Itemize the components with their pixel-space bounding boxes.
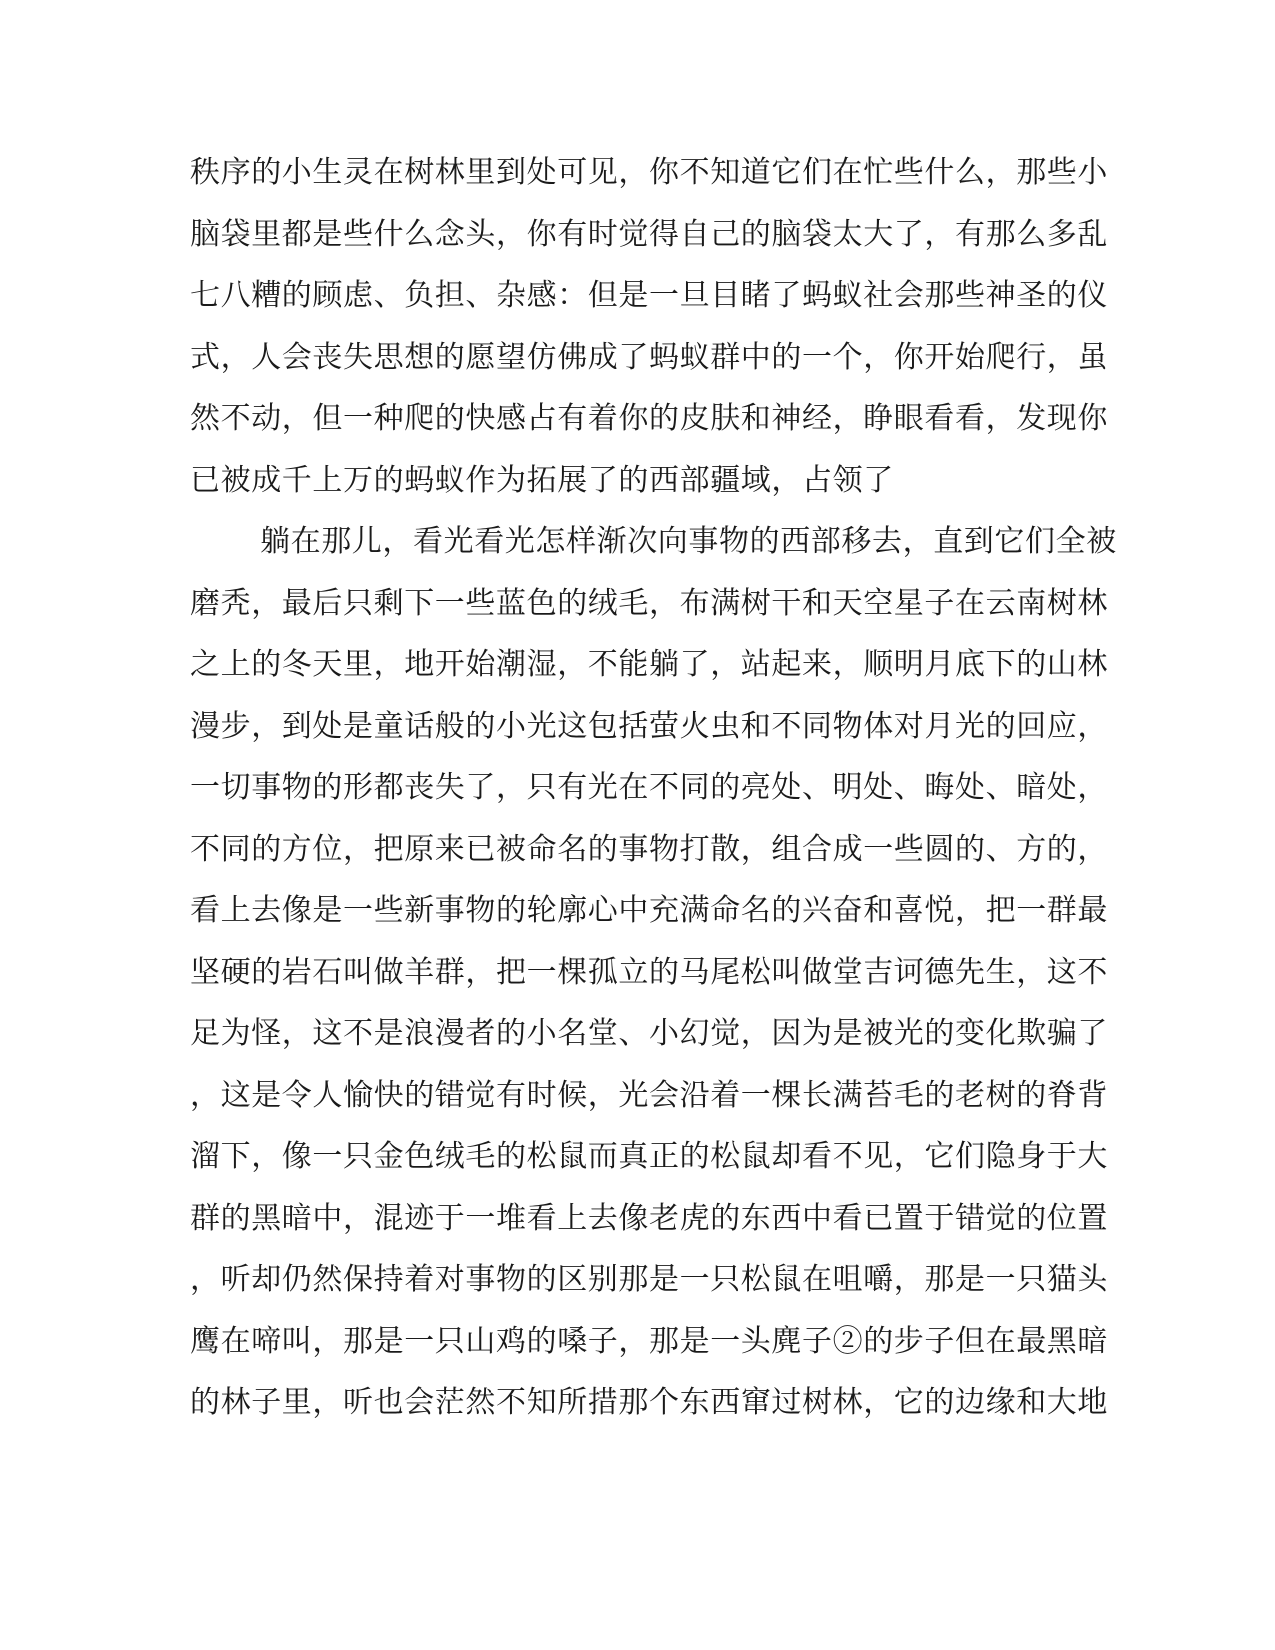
paragraph-2 xyxy=(190,511,1117,1434)
text-line: 已被成千上万的蚂蚁作为拓展了的西部疆域，占领了 xyxy=(190,462,894,498)
text-line-indented: 躺在那儿，看光看光怎样渐次向事物的西部移去，直到它们全被 xyxy=(260,524,1117,559)
text-line: 然不动，但一种爬的快感占有着你的皮肤和神经，睁眼看看，发现你 xyxy=(190,401,1108,436)
text-line: 群的黑暗中，混迹于一堆看上去像老虎的东西中看已置于错觉的位置 xyxy=(190,1200,1108,1236)
text-line: 坚硬的岩石叫做羊群，把一棵孤立的马尾松叫做堂吉诃德先生，这不 xyxy=(190,954,1108,990)
text-line: 式，人会丧失思想的愿望仿佛成了蚂蚁群中的一个，你开始爬行，虽 xyxy=(190,339,1108,375)
text-line: 足为怪，这不是浪漫者的小名堂、小幻觉，因为是被光的变化欺骗了 xyxy=(190,1016,1108,1051)
text-line: 的林子里，听也会茫然不知所措那个东西窜过树林，它的边缘和大地 xyxy=(190,1385,1108,1420)
text-line: ，听却仍然保持着对事物的区别那是一只松鼠在咀嚼，那是一只猫头 xyxy=(190,1262,1108,1297)
text-line: 漫步，到处是童话般的小光这包括萤火虫和不同物体对月光的回应， xyxy=(190,708,1108,744)
body-text xyxy=(190,142,1117,1434)
text-line: 不同的方位，把原来已被命名的事物打散，组合成一些圆的、方的， xyxy=(190,831,1108,867)
text-line: 一切事物的形都丧失了，只有光在不同的亮处、明处、晦处、暗处， xyxy=(190,770,1108,805)
text-line: 之上的冬天里，地开始潮湿，不能躺了，站起来，顺明月底下的山林 xyxy=(190,647,1108,682)
text-line: ，这是令人愉快的错觉有时候，光会沿着一棵长满苔毛的老树的脊背 xyxy=(190,1077,1108,1113)
text-line: 溜下，像一只金色绒毛的松鼠而真正的松鼠却看不见，它们隐身于大 xyxy=(190,1139,1108,1174)
text-line: 秩序的小生灵在树林里到处可见，你不知道它们在忙些什么，那些小 xyxy=(190,155,1108,190)
text-line: 鹰在啼叫，那是一只山鸡的嗓子，那是一头麂子②的步子但在最黑暗 xyxy=(190,1323,1108,1359)
text-line: 七八糟的顾虑、负担、杂感：但是一旦目睹了蚂蚁社会那些神圣的仪 xyxy=(190,278,1108,313)
text-line: 看上去像是一些新事物的轮廓心中充满命名的兴奋和喜悦，把一群最 xyxy=(190,893,1108,928)
paragraph-1 xyxy=(190,142,1108,511)
text-line: 脑袋里都是些什么念头，你有时觉得自己的脑袋太大了，有那么多乱 xyxy=(190,216,1108,252)
text-line: 磨秃，最后只剩下一些蓝色的绒毛，布满树干和天空星子在云南树林 xyxy=(190,585,1108,621)
